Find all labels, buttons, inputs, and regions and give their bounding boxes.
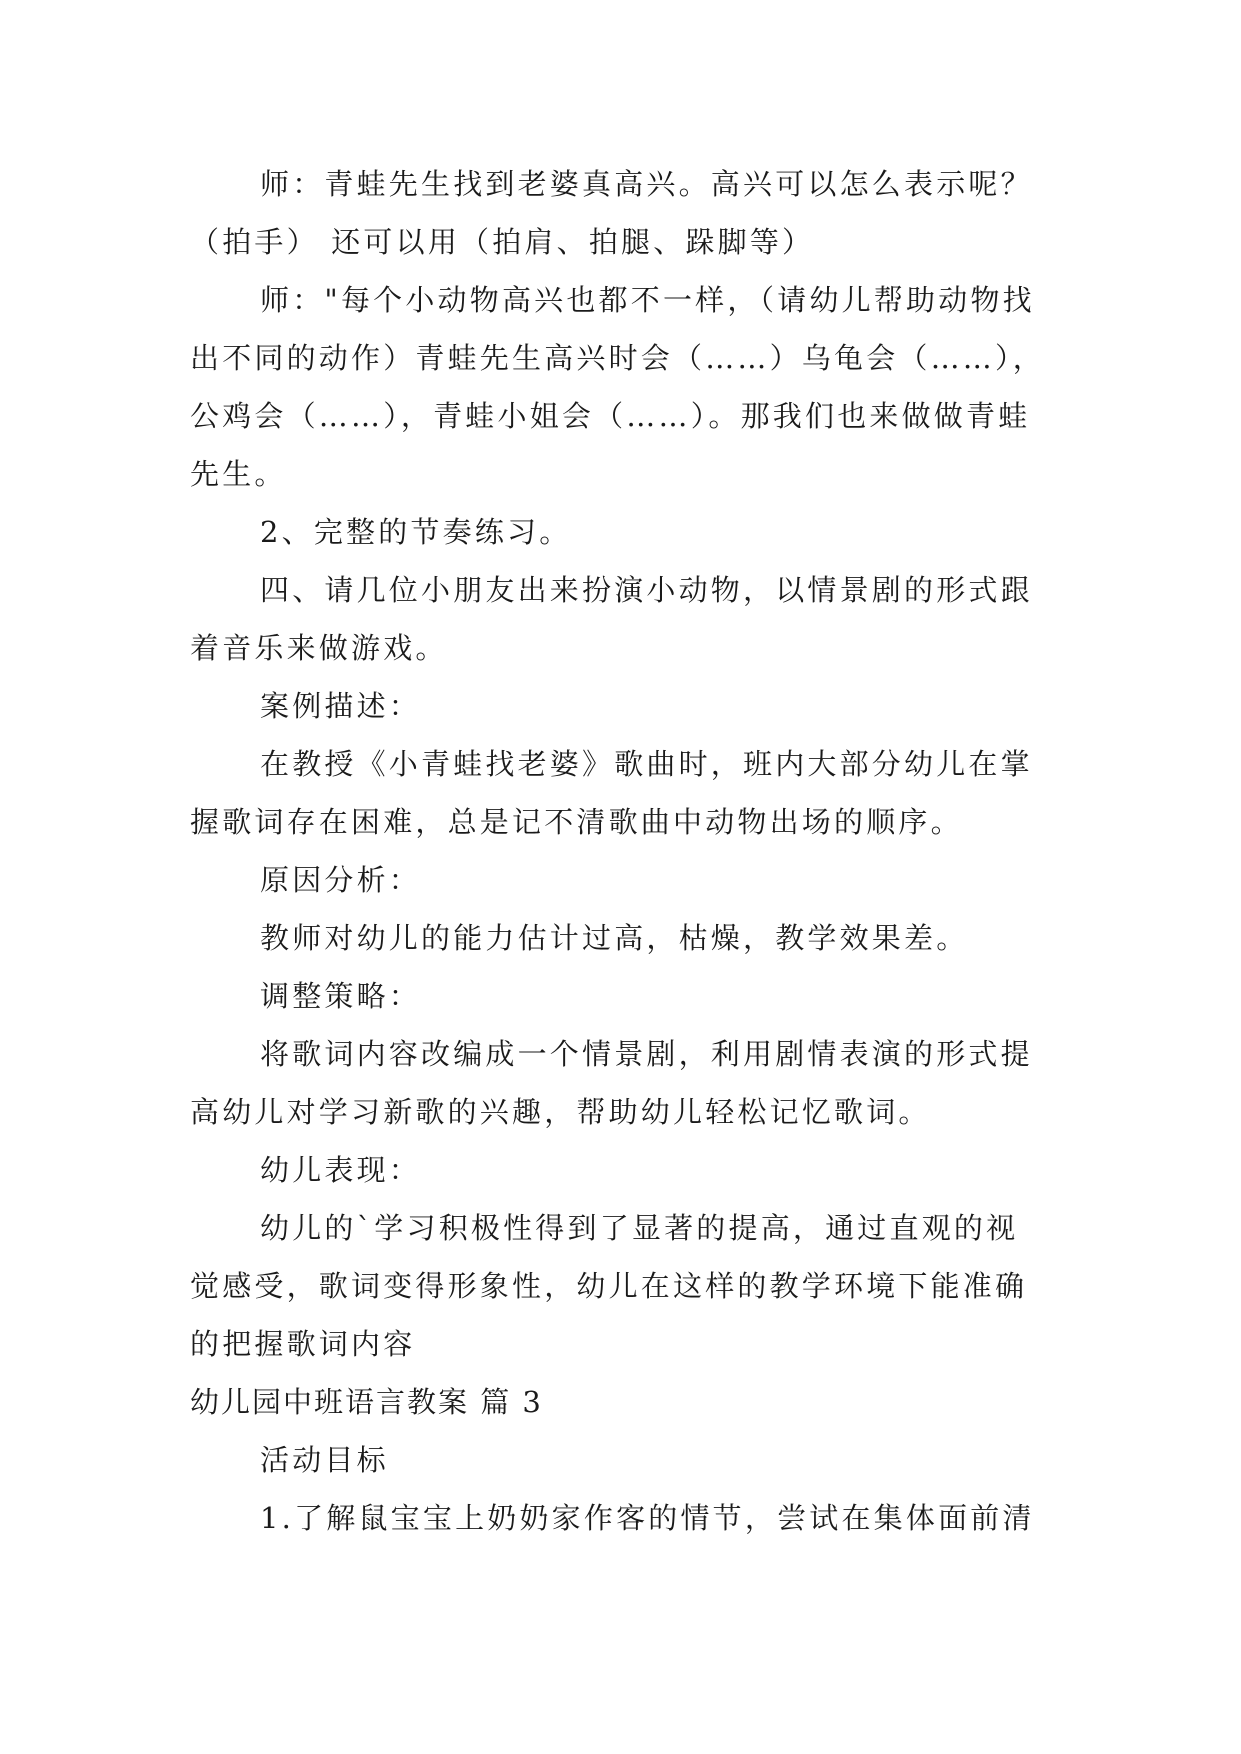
paragraph-line: 公鸡会（……），青蛙小姐会（……）。那我们也来做做青蛙 bbox=[190, 399, 1031, 433]
paragraph-line: 教师对幼儿的能力估计过高，枯燥，教学效果差。 bbox=[260, 921, 969, 955]
paragraph-line: 握歌词存在困难，总是记不清歌曲中动物出场的顺序。 bbox=[190, 805, 963, 839]
paragraph-line: 将歌词内容改编成一个情景剧，利用剧情表演的形式提 bbox=[260, 1037, 1033, 1071]
section-label: 原因分析： bbox=[260, 863, 422, 897]
section-label: 幼儿表现： bbox=[260, 1153, 422, 1187]
paragraph-line: 的把握歌词内容 bbox=[190, 1327, 416, 1361]
section-label: 调整策略： bbox=[260, 979, 422, 1013]
section-label: 活动目标 bbox=[260, 1443, 389, 1477]
paragraph-line: 在教授《小青蛙找老婆》歌曲时，班内大部分幼儿在掌 bbox=[260, 747, 1033, 781]
paragraph-line: （拍手） 还可以用（拍肩、拍腿、跺脚等） bbox=[190, 225, 815, 259]
paragraph-line: 师：青蛙先生找到老婆真高兴。高兴可以怎么表示呢？ bbox=[260, 167, 1033, 201]
paragraph-line: 着音乐来做游戏。 bbox=[190, 631, 448, 665]
section-label: 案例描述： bbox=[260, 689, 422, 723]
paragraph-line: 觉感受，歌词变得形象性，幼儿在这样的教学环境下能准确 bbox=[190, 1269, 1028, 1303]
section-heading: 幼儿园中班语言教案 篇 3 bbox=[190, 1385, 543, 1419]
paragraph-line: 师："每个小动物高兴也都不一样，（请幼儿帮助动物找 bbox=[260, 283, 1035, 317]
paragraph-line: 1.了解鼠宝宝上奶奶家作客的情节，尝试在集体面前清 bbox=[260, 1501, 1035, 1535]
paragraph-line: 高幼儿对学习新歌的兴趣，帮助幼儿轻松记忆歌词。 bbox=[190, 1095, 931, 1129]
paragraph-line: 幼儿的`学习积极性得到了显著的提高，通过直观的视 bbox=[260, 1211, 1019, 1245]
paragraph-line: 出不同的动作）青蛙先生高兴时会（……）乌龟会（……）， bbox=[190, 341, 1045, 375]
paragraph-line: 2、完整的节奏练习。 bbox=[260, 515, 572, 549]
paragraph-line: 四、请几位小朋友出来扮演小动物，以情景剧的形式跟 bbox=[260, 573, 1033, 607]
paragraph-line: 先生。 bbox=[190, 457, 287, 491]
